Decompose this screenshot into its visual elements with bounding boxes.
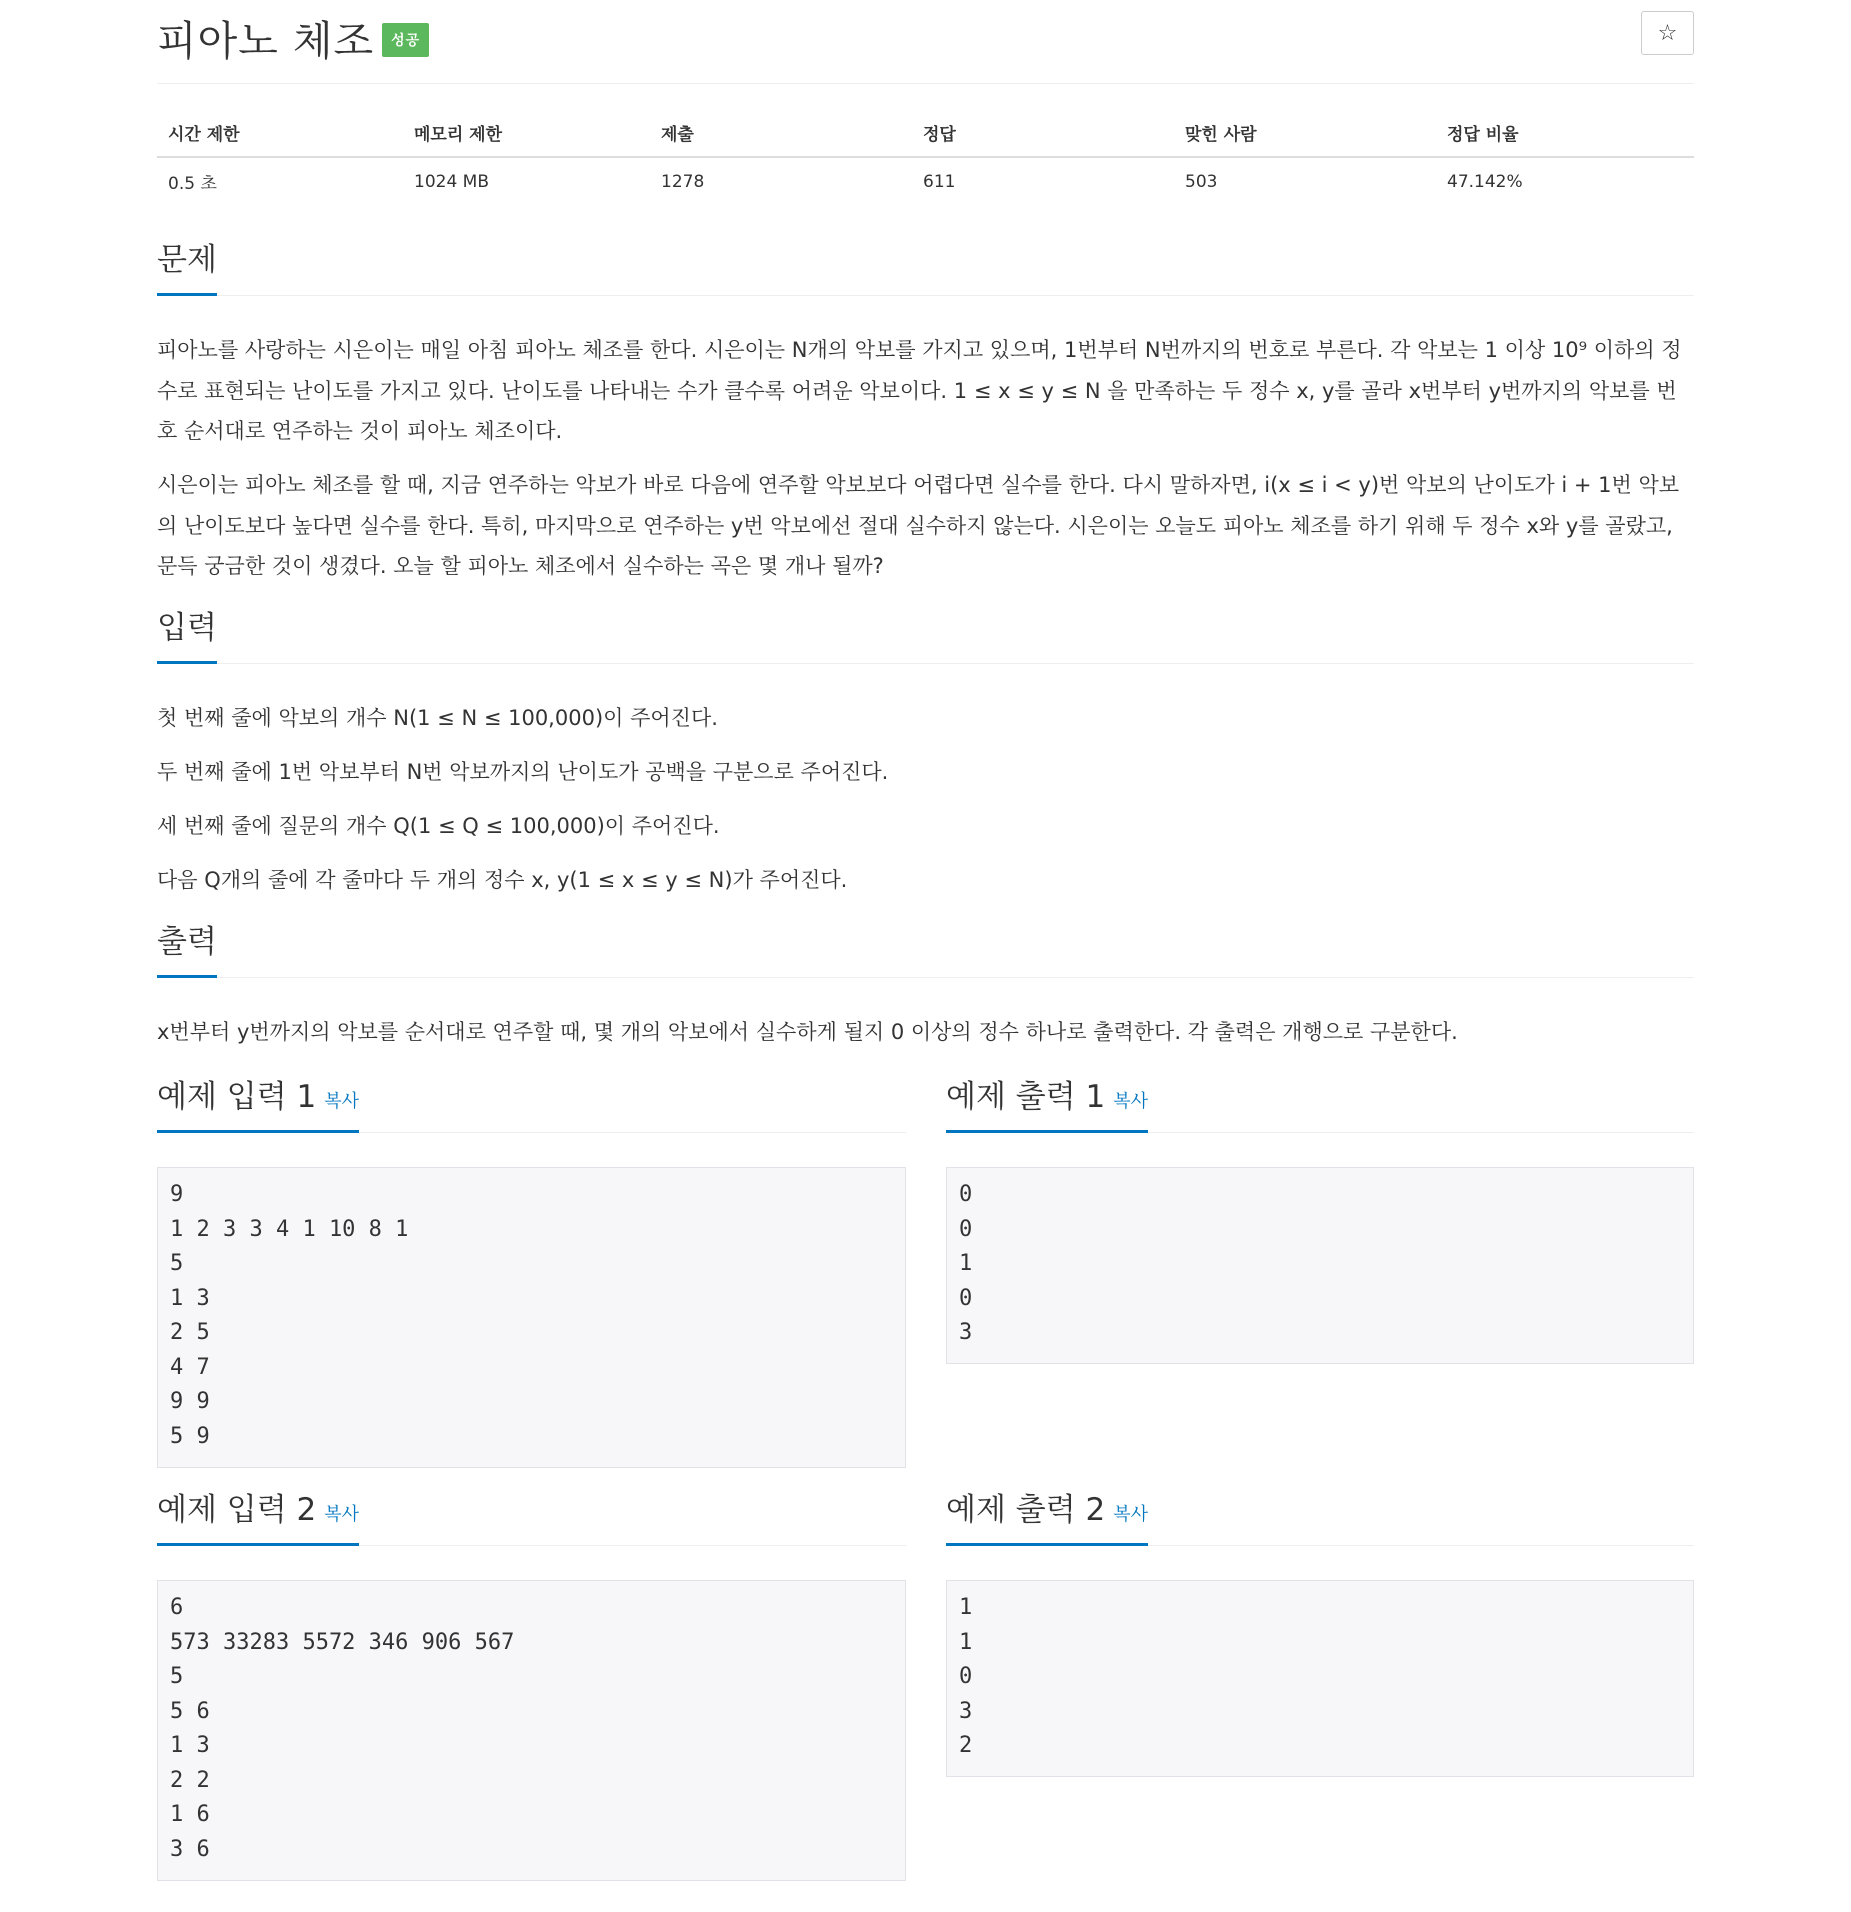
status-badge: 성공 [382,23,429,57]
problem-page [157,0,1694,1862]
sample-title: 예제 입력 1 [157,1079,317,1115]
info-header-cell: 메모리 제한 [403,109,650,157]
info-header-cell: 정답 [912,109,1174,157]
copy-button[interactable]: 복사 [324,1091,359,1112]
sample-input-2-heading [157,1490,906,1546]
input-section-heading [157,608,1694,664]
info-header-cell: 정답 비율 [1436,109,1694,157]
sample-input-1-heading [157,1077,906,1133]
section-title [157,1490,359,1546]
sample-title: 예제 입력 2 [157,1492,317,1528]
problem-info-table [157,109,1694,205]
info-header-row [157,109,1694,157]
section-title: 출력 [157,922,217,978]
problem-header [157,0,1694,84]
star-button[interactable] [1641,11,1694,55]
output-section-heading [157,922,1694,978]
sample-input-1[interactable]: 9 1 2 3 3 4 1 10 8 1 5 1 3 2 5 4 7 9 9 5 9 [157,1167,906,1468]
input-line: 세 번째 줄에 질문의 개수 Q(1 ≤ Q ≤ 100,000)이 주어진다. [157,814,720,838]
copy-button[interactable]: 복사 [1113,1091,1148,1112]
section-title: 문제 [157,240,217,296]
sample-title: 예제 출력 2 [946,1492,1106,1528]
problem-title: 피아노 체조 [157,17,375,65]
sample-title: 예제 출력 1 [946,1079,1106,1115]
sample-input-2[interactable]: 6 573 33283 5572 346 906 567 5 5 6 1 3 2 2 1 6 3 6 [157,1580,906,1881]
section-title [946,1490,1148,1546]
info-header-cell: 시간 제한 [157,109,403,157]
info-value-row [157,157,1694,205]
section-title [157,1077,359,1133]
info-value-cell: 1278 [661,171,705,192]
problem-section-heading [157,240,1694,296]
output-description: x번부터 y번까지의 악보를 순서대로 연주할 때, 몇 개의 악보에서 실수하게 될지 0 이상의 정수 하나로 출력한다. 각 출력은 개행으로 구분한다. [157,1020,1458,1044]
star-icon: ☆ [1657,20,1678,46]
info-value-cell: 1024 MB [414,171,489,192]
copy-button[interactable]: 복사 [324,1504,359,1525]
input-line: 첫 번째 줄에 악보의 개수 N(1 ≤ N ≤ 100,000)이 주어진다. [157,706,718,730]
info-value-cell: 0.5 초 [168,174,217,194]
sample-output-1[interactable]: 0 0 1 0 3 [946,1167,1694,1364]
info-value-cell: 503 [1185,171,1218,192]
input-line: 다음 Q개의 줄에 각 줄마다 두 개의 정수 x, y(1 ≤ x ≤ y ≤ N)가 주어진다. [157,868,848,892]
page-title [157,8,429,67]
info-value-cell: 47.142% [1447,171,1523,192]
problem-paragraph-1: 피아노를 사랑하는 시은이는 매일 아침 피아노 체조를 한다. 시은이는 N개의 악보를 가지고 있으며, 1번부터 N번까지의 번호로 부른다. 각 악보는 1 이상 10⁹ 이하의 정수로 표현되는 난이도를 가지고 있다. 난이도를 나타내는 수가 클수록 어려운 악보이다. 1 ≤ x ≤ y ≤ N 을 만족하는 두 정수 x, y를 골라 x번부터 y번까지의 악보를 번호 순서대로 연주하는 것이 피아노 체조이다. [157,338,1682,443]
sample-output-2[interactable]: 1 1 0 3 2 [946,1580,1694,1777]
sample-output-1-heading [946,1077,1694,1133]
copy-button[interactable]: 복사 [1113,1504,1148,1525]
sample-output-2-heading [946,1490,1694,1546]
problem-paragraph-2: 시은이는 피아노 체조를 할 때, 지금 연주하는 악보가 바로 다음에 연주할 악보보다 어렵다면 실수를 한다. 다시 말하자면, i(x ≤ i < y)번 악보의 난이도가 i + 1번 악보의 난이도보다 높다면 실수를 한다. 특히, 마지막으로 연주하는 y번 악보에선 절대 실수하지 않는다. 시은이는 오늘도 피아노 체조를 하기 위해 두 정수 x와 y를 골랐고, 문득 궁금한 것이 생겼다. 오늘 할 피아노 체조에서 실수하는 곡은 몇 개나 될까? [157,473,1680,578]
info-header-cell: 제출 [650,109,912,157]
info-value-cell: 611 [923,171,956,192]
input-line: 두 번째 줄에 1번 악보부터 N번 악보까지의 난이도가 공백을 구분으로 주어진다. [157,760,889,784]
section-title [946,1077,1148,1133]
section-title: 입력 [157,608,217,664]
info-header-cell: 맞힌 사람 [1174,109,1436,157]
